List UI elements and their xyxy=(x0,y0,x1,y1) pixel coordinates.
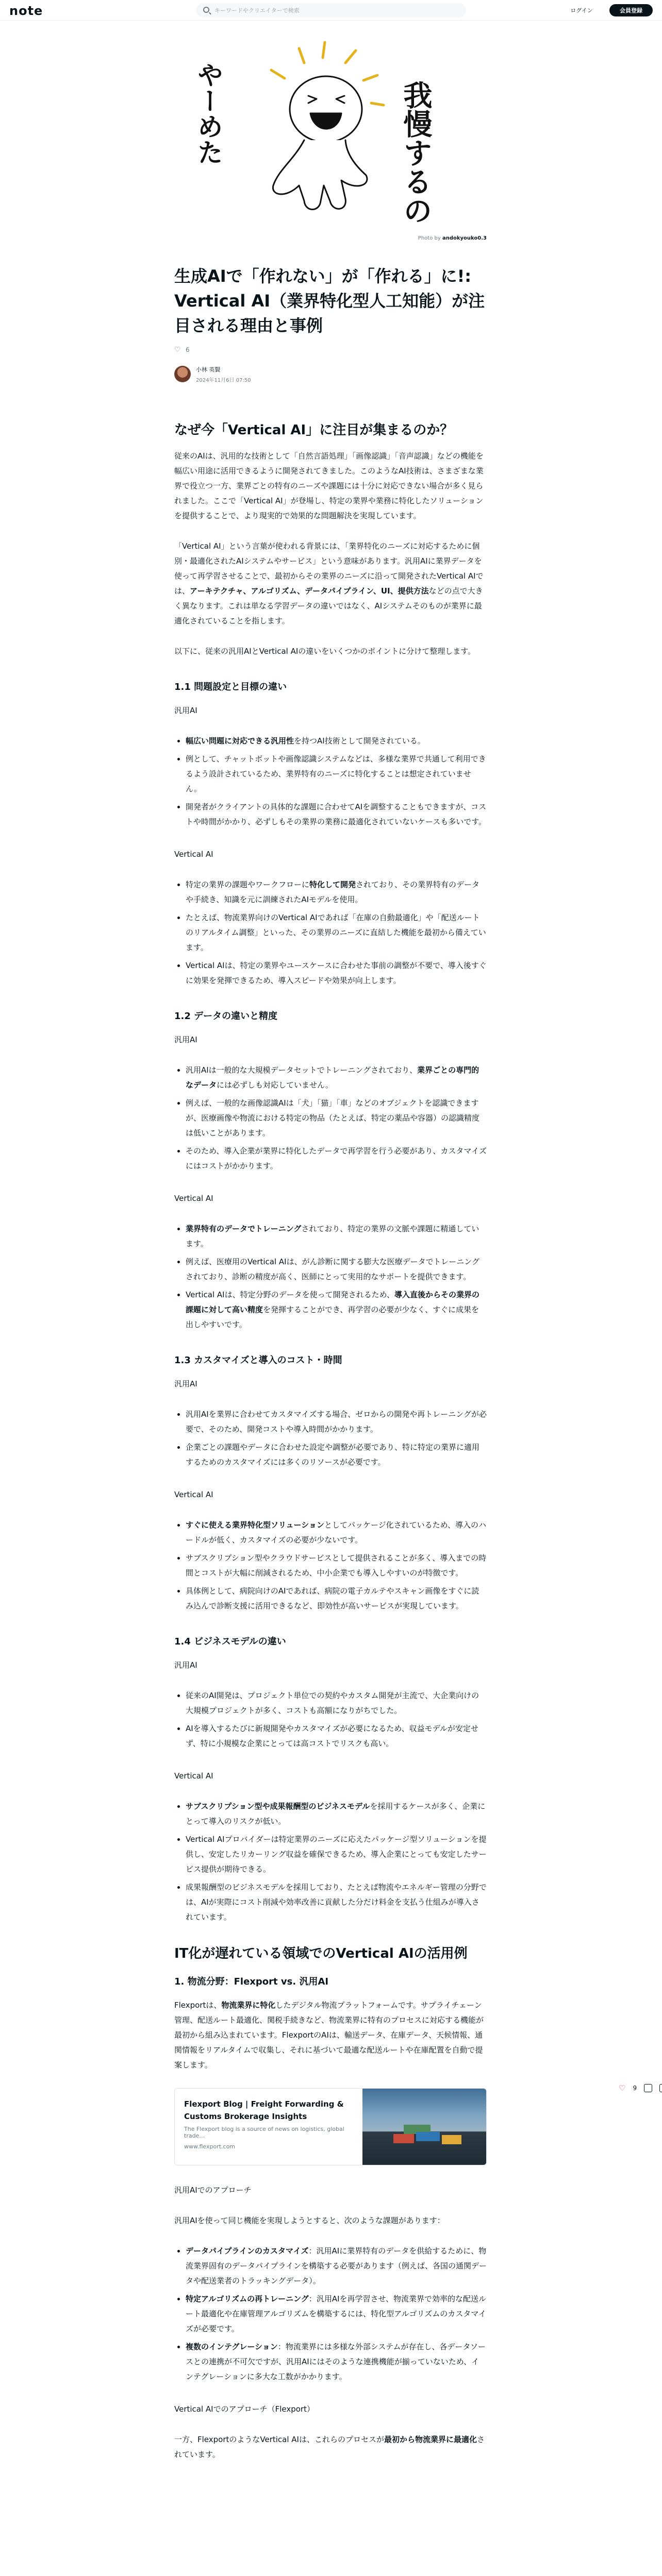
link-embed-card[interactable] xyxy=(174,2088,487,2165)
bold-text: 業界特有のデータでトレーニング xyxy=(186,1224,302,1233)
label-vertical-ai: Vertical AI xyxy=(174,1194,213,1203)
login-button[interactable]: ログイン xyxy=(561,4,602,16)
floating-actions xyxy=(619,2083,662,2093)
bold-text: 特化して開発 xyxy=(309,880,356,889)
label-vertical-ai-approach: Vertical AIでのアプローチ（Flexport） xyxy=(174,2404,315,2414)
embed-thumbnail[interactable] xyxy=(362,2089,486,2165)
text-run: を発揮することができ、再学習の必要が少なく、すぐに成果を出しやすいです。 xyxy=(186,1305,479,1329)
floating-like-count: 9 xyxy=(633,2084,637,2092)
text-run: Flexportは、 xyxy=(174,2001,222,2010)
label-general-ai: 汎用AI xyxy=(174,1660,197,1670)
photo-credit xyxy=(175,235,487,241)
article-body xyxy=(174,264,487,2478)
bullet-list xyxy=(174,734,487,829)
avatar[interactable] xyxy=(174,366,191,382)
list-item: • 例として、チャットボットや画像認識システムなどは、多様な業界で共通して利用できるよう設計されているため、業界特有のニーズに特化することは想定されていません。 xyxy=(186,752,487,796)
author-name[interactable]: 小林 英賢 xyxy=(196,366,221,373)
paragraph xyxy=(174,2432,487,2462)
label-vertical-ai: Vertical AI xyxy=(174,1490,213,1499)
list-item xyxy=(186,1799,487,1829)
embed-body[interactable] xyxy=(175,2089,362,2165)
publish-date: 2024年11月6日 07:50 xyxy=(196,377,251,383)
bold-text: 物流業界に特化 xyxy=(221,2001,276,2010)
hero-text-top-1: 我慢するの xyxy=(399,80,433,225)
list-item: • 企業ごとの課題やデータに合わせた設定や調整が必要であり、特に特定の業界に適用するためのカスタマイズには多くのリソースが必要です。 xyxy=(186,1440,487,1470)
list-item: • たとえば、物流業界向けのVertical AIであれば「在庫の自動最適化」や「配送ルートのリアルタイム調整」といった、その業界のニーズに直結した機能を最初から備えています。 xyxy=(186,910,487,955)
list-item: • 具体例として、病院向けのAIであれば、病院の電子カルテやスキャン画像をすぐに読み込んで診断支援に活用できるなど、即効性が高いサービスが実現しています。 xyxy=(186,1584,487,1614)
list-item: • AIを導入するたびに新規開発やカスタマイズが必要になるため、収益モデルが安定せず、特に小規模な企業にとっては高コストでリスクも高い。 xyxy=(186,1721,487,1751)
bold-text: サブスクリプション型や成果報酬型のビジネスモデル xyxy=(186,1802,370,1811)
text-run: を採用するケースが多く、企業にとって導入のリスクが低い。 xyxy=(186,1802,486,1826)
text-run: には必ずしも対応していません。 xyxy=(217,1080,333,1090)
paragraph: 汎用AIを使って同じ機能を実現しようとすると、次のような課題があります： xyxy=(174,2216,445,2225)
hero-figure xyxy=(273,76,367,210)
text-run: されており、その業界特有のデータや手続き、知識を元に訓練されたAIモデルを使用。 xyxy=(186,880,480,904)
paragraph xyxy=(174,539,487,629)
list-item xyxy=(186,1518,487,1548)
like-count: 6 xyxy=(186,346,190,353)
label-general-ai: 汎用AI xyxy=(174,1379,197,1388)
label-vertical-ai: Vertical AI xyxy=(174,1771,213,1781)
text-run: 「Vertical AI」という言葉が使われる背景には、「業界特化のニーズに対応するために個別・最適化されたAIシステムやサービス」という意味があります。汎用AIに業界データを使って再学習させることで、最初からその業界のニーズに沿って開発されたVertical AIでは、 xyxy=(174,541,484,596)
text-run: 汎用AIは一般的な大規模データセットでトレーニングされており、 xyxy=(186,1065,418,1075)
heart-icon[interactable]: ♡ xyxy=(174,346,181,354)
section-heading: なぜ今「Vertical AI」に注目が集まるのか？ xyxy=(174,422,454,438)
bold-text: アーキテクチャ、アルゴリズム、データパイプライン、UI、提供方法 xyxy=(190,586,429,596)
list-item: • 従来のAI開発は、プロジェクト単位での契約やカスタム開発が主流で、大企業向けの大規模プロジェクトが多く、コストも高額になりがちでした。 xyxy=(186,1688,487,1718)
embed-url: www.flexport.com xyxy=(184,2143,236,2150)
comment-icon[interactable] xyxy=(644,2084,652,2092)
list-item: • 成果報酬型のビジネスモデルを採用しており、たとえば物流やエネルギー管理の分野では、AIが実際にコスト削減や効率改善に貢献した分だけ料金を支払う仕組みが導入されています。 xyxy=(186,1880,487,1925)
bold-text: 複数のインテグレーション xyxy=(186,2342,278,2351)
embed-title[interactable]: Flexport Blog | Freight Forwarding & Customs Brokerage Insights xyxy=(184,2099,344,2121)
paragraph xyxy=(174,1998,487,2073)
paragraph: 以下に、従来の汎用AIとVertical AIの違いをいくつかのポイントに分けて整理します。 xyxy=(174,647,476,656)
bold-text: 導入直後からその業界の課題に対して高い精度 xyxy=(186,1290,480,1314)
text-run: ：汎用AIを再学習させ、物流業界で効率的な配送ルート最適化や在庫管理アルゴリズムを構築するには、特化型アルゴリズムのカスタマイズが必要です。 xyxy=(186,2294,487,2333)
list-item xyxy=(186,1287,487,1332)
label-vertical-ai: Vertical AI xyxy=(174,850,213,859)
site-header xyxy=(0,0,662,21)
list-item xyxy=(186,734,487,749)
bullet-list xyxy=(174,1688,487,1751)
subsection-heading: 1.1 問題設定と目標の違い xyxy=(174,682,287,692)
text-run: されています。 xyxy=(174,2435,485,2459)
text-run: されており、特定の業界の文脈や課題に精通しています。 xyxy=(186,1224,479,1248)
author-block[interactable] xyxy=(174,364,487,384)
search-input[interactable] xyxy=(214,3,457,18)
text-run: ：汎用AIに業界特有のデータを供給するために、物流業界固有のデータパイプラインを構築する必要があります（例えば、各国の通関データや配送業者のトラッキングデータ）。 xyxy=(186,2246,487,2285)
container-shape xyxy=(393,2134,414,2143)
text-run: ：物流業界には多様な外部システムが存在し、各データソースとの連携が不可欠ですが、汎用AIにはそのような連携機能が揃っていないため、インテグレーションに多大な工数がかかります。 xyxy=(186,2342,486,2381)
bullet-list xyxy=(174,1222,487,1332)
list-item xyxy=(186,877,487,907)
like-heart-icon[interactable]: ♡ xyxy=(619,2083,626,2093)
bold-text: 業界ごとの専門的なデータ xyxy=(186,1065,479,1090)
list-item xyxy=(186,1222,487,1251)
label-general-ai: 汎用AI xyxy=(174,706,197,715)
container-shape xyxy=(416,2132,440,2141)
text-run: したデジタル物流プラットフォームです。サプライチェーン管理、配送ルート最適化、関税手続きなど、物流業界に特有のプロセスに対応する機能が最初から組み込まれています。FlexportのAIは、輸送データ、在庫データ、天候情報、通関情報をリアルタイムで収集し、それに基づいて最適な配送ルートや在庫配置を自動で提案します。 xyxy=(174,2001,484,2070)
bold-text: すぐに使える業界特化型ソリューション xyxy=(186,1520,324,1530)
list-item: • 例えば、一般的な画像認識AIは「犬」「猫」「車」などのオブジェクトを認識できますが、医療画像や物流における特定の物品（たとえば、特定の薬品や容器）の認識精度は低いことがあります。 xyxy=(186,1096,487,1141)
bullet-list xyxy=(174,2244,487,2384)
bold-text: 幅広い問題に対応できる汎用性 xyxy=(186,736,294,745)
text-run: としてパッケージ化されているため、導入のハードルが低く、カスタマイズの必要が少ないです。 xyxy=(186,1520,487,1545)
bullet-list xyxy=(174,1799,487,1925)
list-item: • 例えば、医療用のVertical AIは、がん診断に関する膨大な医療データでトレーニングされており、診断の精度が高く、医師にとって実用的なサポートを提供できます。 xyxy=(186,1255,487,1284)
list-item xyxy=(186,2340,487,2384)
list-item: • サブスクリプション型やクラウドサービスとして提供されることが多く、導入までの時間とコストが大幅に削減されるため、中小企業でも導入しやすいのが特徴です。 xyxy=(186,1551,487,1581)
bold-text: 特定アルゴリズムの再トレーニング xyxy=(186,2294,309,2303)
text-run: 一方、FlexportのようなVertical AIは、これらのプロセスが xyxy=(174,2435,384,2444)
paragraph: 従来のAIは、汎用的な技術として「自然言語処理」「画像認識」「音声認識」などの機能を幅広い用途に活用できるように開発されてきました。このようなAI技術は、さまざまな業界で役立つ一方、業界ごとの特有のニーズや課題には十分に対応できない場合が多く見られました。ここで「Vertical AI」が登場し、特定の業界や業務に特化したソリューションを提供することで、より現実的で効果的な問題解決を実現しています。 xyxy=(174,451,484,520)
bullet-list xyxy=(174,1518,487,1614)
article-title: 生成AIで「作れない」が「作れる」に!: Vertical AI（業界特化型人工知能）が注目される理由と事例 xyxy=(174,266,485,335)
photo-credit-name[interactable]: andokyouko0.3 xyxy=(442,235,487,241)
text-run: を持つAI技術として開発されている。 xyxy=(294,736,425,745)
bold-text: データパイプラインのカスタマイズ xyxy=(186,2246,309,2256)
subsection-heading: 1.2 データの違いと精度 xyxy=(174,1011,278,1022)
list-item: • 開発者がクライアントの具体的な課題に合わせてAIを調整することもできますが、コストや時間がかかり、必ずしもその業界の業務に最適化されていないケースも多いです。 xyxy=(186,800,487,829)
text-run: Vertical AIは、特定分野のデータを使って開発されるため、 xyxy=(186,1290,395,1299)
list-item: • Vertical AIプロバイダーは特定業界のニーズに応えたパッケージ型ソリューションを提供し、安定したリカーリング収益を確保できるため、導入企業にとっても安定したサービス提供が期待できる。 xyxy=(186,1832,487,1877)
bold-text: 最初から物流業界に最適化 xyxy=(384,2435,477,2444)
list-item xyxy=(186,2244,487,2289)
container-shape xyxy=(442,2135,461,2144)
list-item: • そのため、導入企業が業界に特化したデータで再学習を行う必要があり、カスタマイズにはコストがかかります。 xyxy=(186,1144,487,1174)
bullet-list xyxy=(174,1063,487,1174)
label-general-ai: 汎用AI xyxy=(174,1035,197,1044)
list-item xyxy=(186,2292,487,2336)
search-box[interactable] xyxy=(196,3,466,18)
section-heading: IT化が遅れている領域でのVertical AIの活用例 xyxy=(174,1946,468,1961)
bullet-list xyxy=(174,1407,487,1470)
bullet-list xyxy=(174,877,487,988)
embed-description: The Flexport blog is a source of news on logistics, global trade… xyxy=(184,2126,344,2139)
likes-row xyxy=(174,344,487,355)
hero-illustration xyxy=(175,31,487,243)
signup-button[interactable]: 会員登録 xyxy=(609,4,653,16)
list-item: • 汎用AIを業界に合わせてカスタマイズする場合、ゼロからの開発や再トレーニングが必要で、そのため、開発コストや導入時間がかかります。 xyxy=(186,1407,487,1437)
hero-text-left: やーめた xyxy=(193,62,223,165)
subsection-heading: 1.4 ビジネスモデルの違い xyxy=(174,1636,286,1647)
list-item: • Vertical AIは、特定の業界やユースケースに合わせた事前の調整が不要で、導入後すぐに効果を発揮できるため、導入スピードや効果が向上します。 xyxy=(186,958,487,988)
subsection-heading: 1. 物流分野：Flexport vs. 汎用AI xyxy=(174,1976,329,1987)
search-icon xyxy=(203,7,209,13)
list-item xyxy=(186,1063,487,1093)
photo-credit-prefix: Photo by xyxy=(418,235,441,241)
subsection-heading: 1.3 カスタマイズと導入のコスト・時間 xyxy=(174,1355,342,1366)
text-run: 特定の業界の課題やワークフローに xyxy=(186,880,310,889)
text-run: などの点で大きく異なります。これは単なる学習データの違いではなく、AIシステムそのものが業界に最適化されていることを指します。 xyxy=(174,586,483,625)
note-logo[interactable]: note xyxy=(9,4,43,18)
label-general-ai-approach: 汎用AIでのアプローチ xyxy=(174,2185,252,2195)
share-icon[interactable] xyxy=(659,2084,662,2092)
hero-image xyxy=(175,31,487,243)
